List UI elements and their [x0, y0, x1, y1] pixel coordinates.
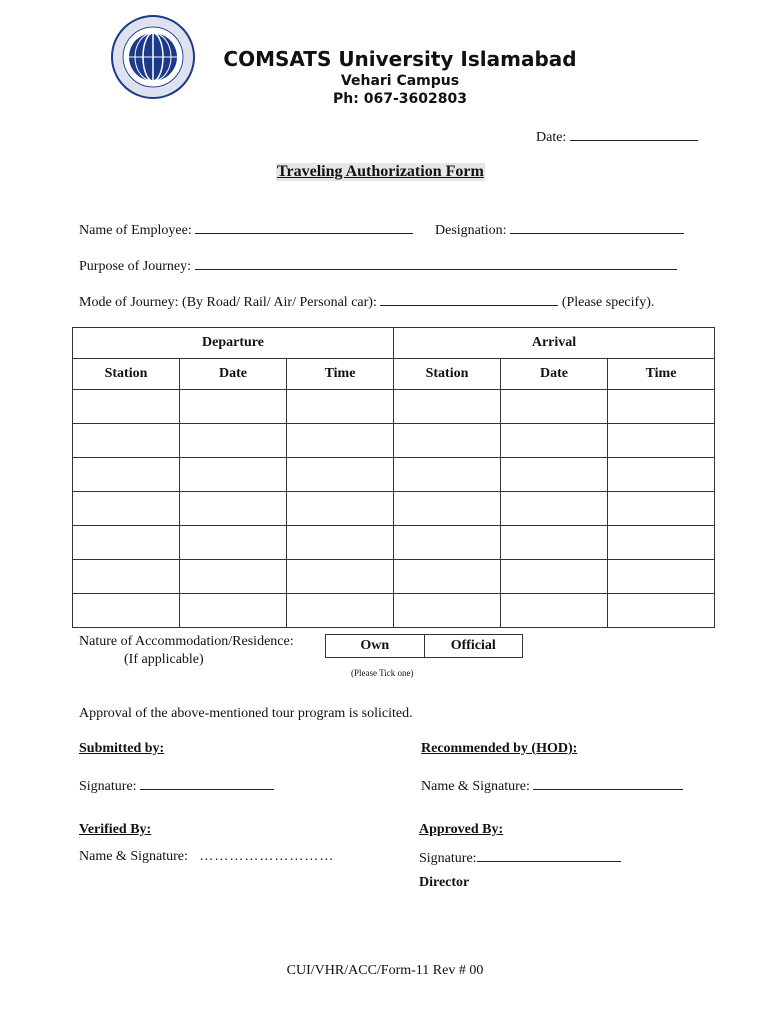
- table-row: [73, 526, 715, 560]
- table-cell[interactable]: [287, 526, 394, 560]
- table-cell[interactable]: [608, 526, 715, 560]
- col-arrival-date: Date: [501, 359, 608, 390]
- designation-line: [510, 221, 684, 234]
- table-cell[interactable]: [180, 424, 287, 458]
- date-line: [570, 128, 698, 141]
- submitted-signature-line: [140, 777, 274, 790]
- purpose-label: Purpose of Journey:: [79, 259, 191, 274]
- employee-name-line: [195, 221, 413, 234]
- table-cell[interactable]: [73, 492, 180, 526]
- table-row: [73, 594, 715, 628]
- table-cell[interactable]: [180, 560, 287, 594]
- mode-field[interactable]: [79, 293, 654, 311]
- table-cell[interactable]: [73, 594, 180, 628]
- table-cell[interactable]: [608, 492, 715, 526]
- table-cell[interactable]: [287, 492, 394, 526]
- mode-label: Mode of Journey: (By Road/ Rail/ Air/ Personal car):: [79, 295, 377, 310]
- departure-header: Departure: [73, 328, 394, 359]
- campus-name: Vehari Campus: [340, 73, 460, 89]
- table-cell[interactable]: [180, 458, 287, 492]
- option-own[interactable]: Own: [326, 635, 425, 657]
- verified-by-heading: Verified By:: [79, 822, 152, 837]
- table-cell[interactable]: [180, 390, 287, 424]
- col-arrival-time: Time: [608, 359, 715, 390]
- table-cell[interactable]: [287, 560, 394, 594]
- approved-by-heading: Approved By:: [419, 822, 504, 837]
- table-cell[interactable]: [501, 458, 608, 492]
- table-cell[interactable]: [501, 560, 608, 594]
- col-departure-date: Date: [180, 359, 287, 390]
- table-cell[interactable]: [394, 390, 501, 424]
- table-row: [73, 458, 715, 492]
- verified-signature-field[interactable]: [79, 849, 334, 865]
- option-official[interactable]: Official: [450, 638, 496, 653]
- table-cell[interactable]: [501, 594, 608, 628]
- col-arrival-station: Station: [394, 359, 501, 390]
- form-title: Traveling Authorization Form: [277, 163, 484, 180]
- date-field[interactable]: [536, 128, 698, 146]
- hod-signature-line: [533, 777, 683, 790]
- purpose-line: [195, 257, 677, 270]
- approved-signature-field[interactable]: [419, 849, 621, 867]
- table-cell[interactable]: [287, 458, 394, 492]
- submitted-signature-label: Signature:: [79, 779, 137, 794]
- verified-signature-label: Name & Signature:: [79, 849, 188, 864]
- verified-signature-dots: ………………………: [199, 849, 335, 864]
- table-cell[interactable]: [73, 390, 180, 424]
- table-cell[interactable]: [608, 560, 715, 594]
- mode-line: [380, 293, 558, 306]
- table-cell[interactable]: [608, 390, 715, 424]
- recommended-by-heading: Recommended by (HOD):: [421, 741, 578, 756]
- table-cell[interactable]: [73, 424, 180, 458]
- accommodation-sublabel: (If applicable): [124, 652, 204, 667]
- table-cell[interactable]: [394, 594, 501, 628]
- approval-text: Approval of the above-mentioned tour program is solicited.: [79, 706, 413, 721]
- table-cell[interactable]: [73, 560, 180, 594]
- date-label: Date:: [536, 130, 567, 145]
- table-cell[interactable]: [501, 492, 608, 526]
- employee-name-field[interactable]: [79, 221, 413, 239]
- accommodation-options: [325, 634, 523, 658]
- director-label: Director: [419, 875, 470, 890]
- table-cell[interactable]: [180, 594, 287, 628]
- journey-table: [72, 327, 715, 628]
- table-row: [73, 560, 715, 594]
- submitted-by-heading: Submitted by:: [79, 741, 165, 756]
- table-cell[interactable]: [394, 424, 501, 458]
- table-row: [73, 424, 715, 458]
- table-cell[interactable]: [287, 594, 394, 628]
- journey-table-body: [73, 390, 715, 628]
- approved-signature-label: Signature:: [419, 851, 477, 866]
- table-cell[interactable]: [608, 594, 715, 628]
- table-cell[interactable]: [394, 560, 501, 594]
- table-cell[interactable]: [501, 526, 608, 560]
- table-cell[interactable]: [180, 492, 287, 526]
- table-cell[interactable]: [394, 526, 501, 560]
- approved-signature-line: [477, 849, 621, 862]
- table-row: [73, 390, 715, 424]
- col-departure-time: Time: [287, 359, 394, 390]
- table-cell[interactable]: [180, 526, 287, 560]
- table-cell[interactable]: [394, 492, 501, 526]
- campus-phone: Ph: 067-3602803: [333, 91, 467, 107]
- table-cell[interactable]: [501, 390, 608, 424]
- purpose-field[interactable]: [79, 257, 677, 275]
- employee-name-label: Name of Employee:: [79, 223, 192, 238]
- designation-field[interactable]: [435, 221, 684, 239]
- arrival-header: Arrival: [394, 328, 715, 359]
- col-departure-station: Station: [73, 359, 180, 390]
- tick-hint: (Please Tick one): [351, 668, 414, 678]
- table-row: [73, 492, 715, 526]
- table-cell[interactable]: [608, 458, 715, 492]
- table-cell[interactable]: [287, 424, 394, 458]
- form-code-footer: CUI/VHR/ACC/Form-11 Rev # 00: [286, 963, 484, 978]
- hod-signature-field[interactable]: [421, 777, 683, 795]
- accommodation-label: Nature of Accommodation/Residence:: [79, 634, 294, 649]
- table-cell[interactable]: [73, 526, 180, 560]
- submitted-signature-field[interactable]: [79, 777, 274, 795]
- university-name: COMSATS University Islamabad: [223, 47, 577, 71]
- table-cell[interactable]: [73, 458, 180, 492]
- table-cell[interactable]: [287, 390, 394, 424]
- designation-label: Designation:: [435, 223, 507, 238]
- hod-signature-label: Name & Signature:: [421, 779, 530, 794]
- table-cell[interactable]: [608, 424, 715, 458]
- table-cell[interactable]: [394, 458, 501, 492]
- table-cell[interactable]: [501, 424, 608, 458]
- mode-suffix: (Please specify).: [561, 295, 655, 310]
